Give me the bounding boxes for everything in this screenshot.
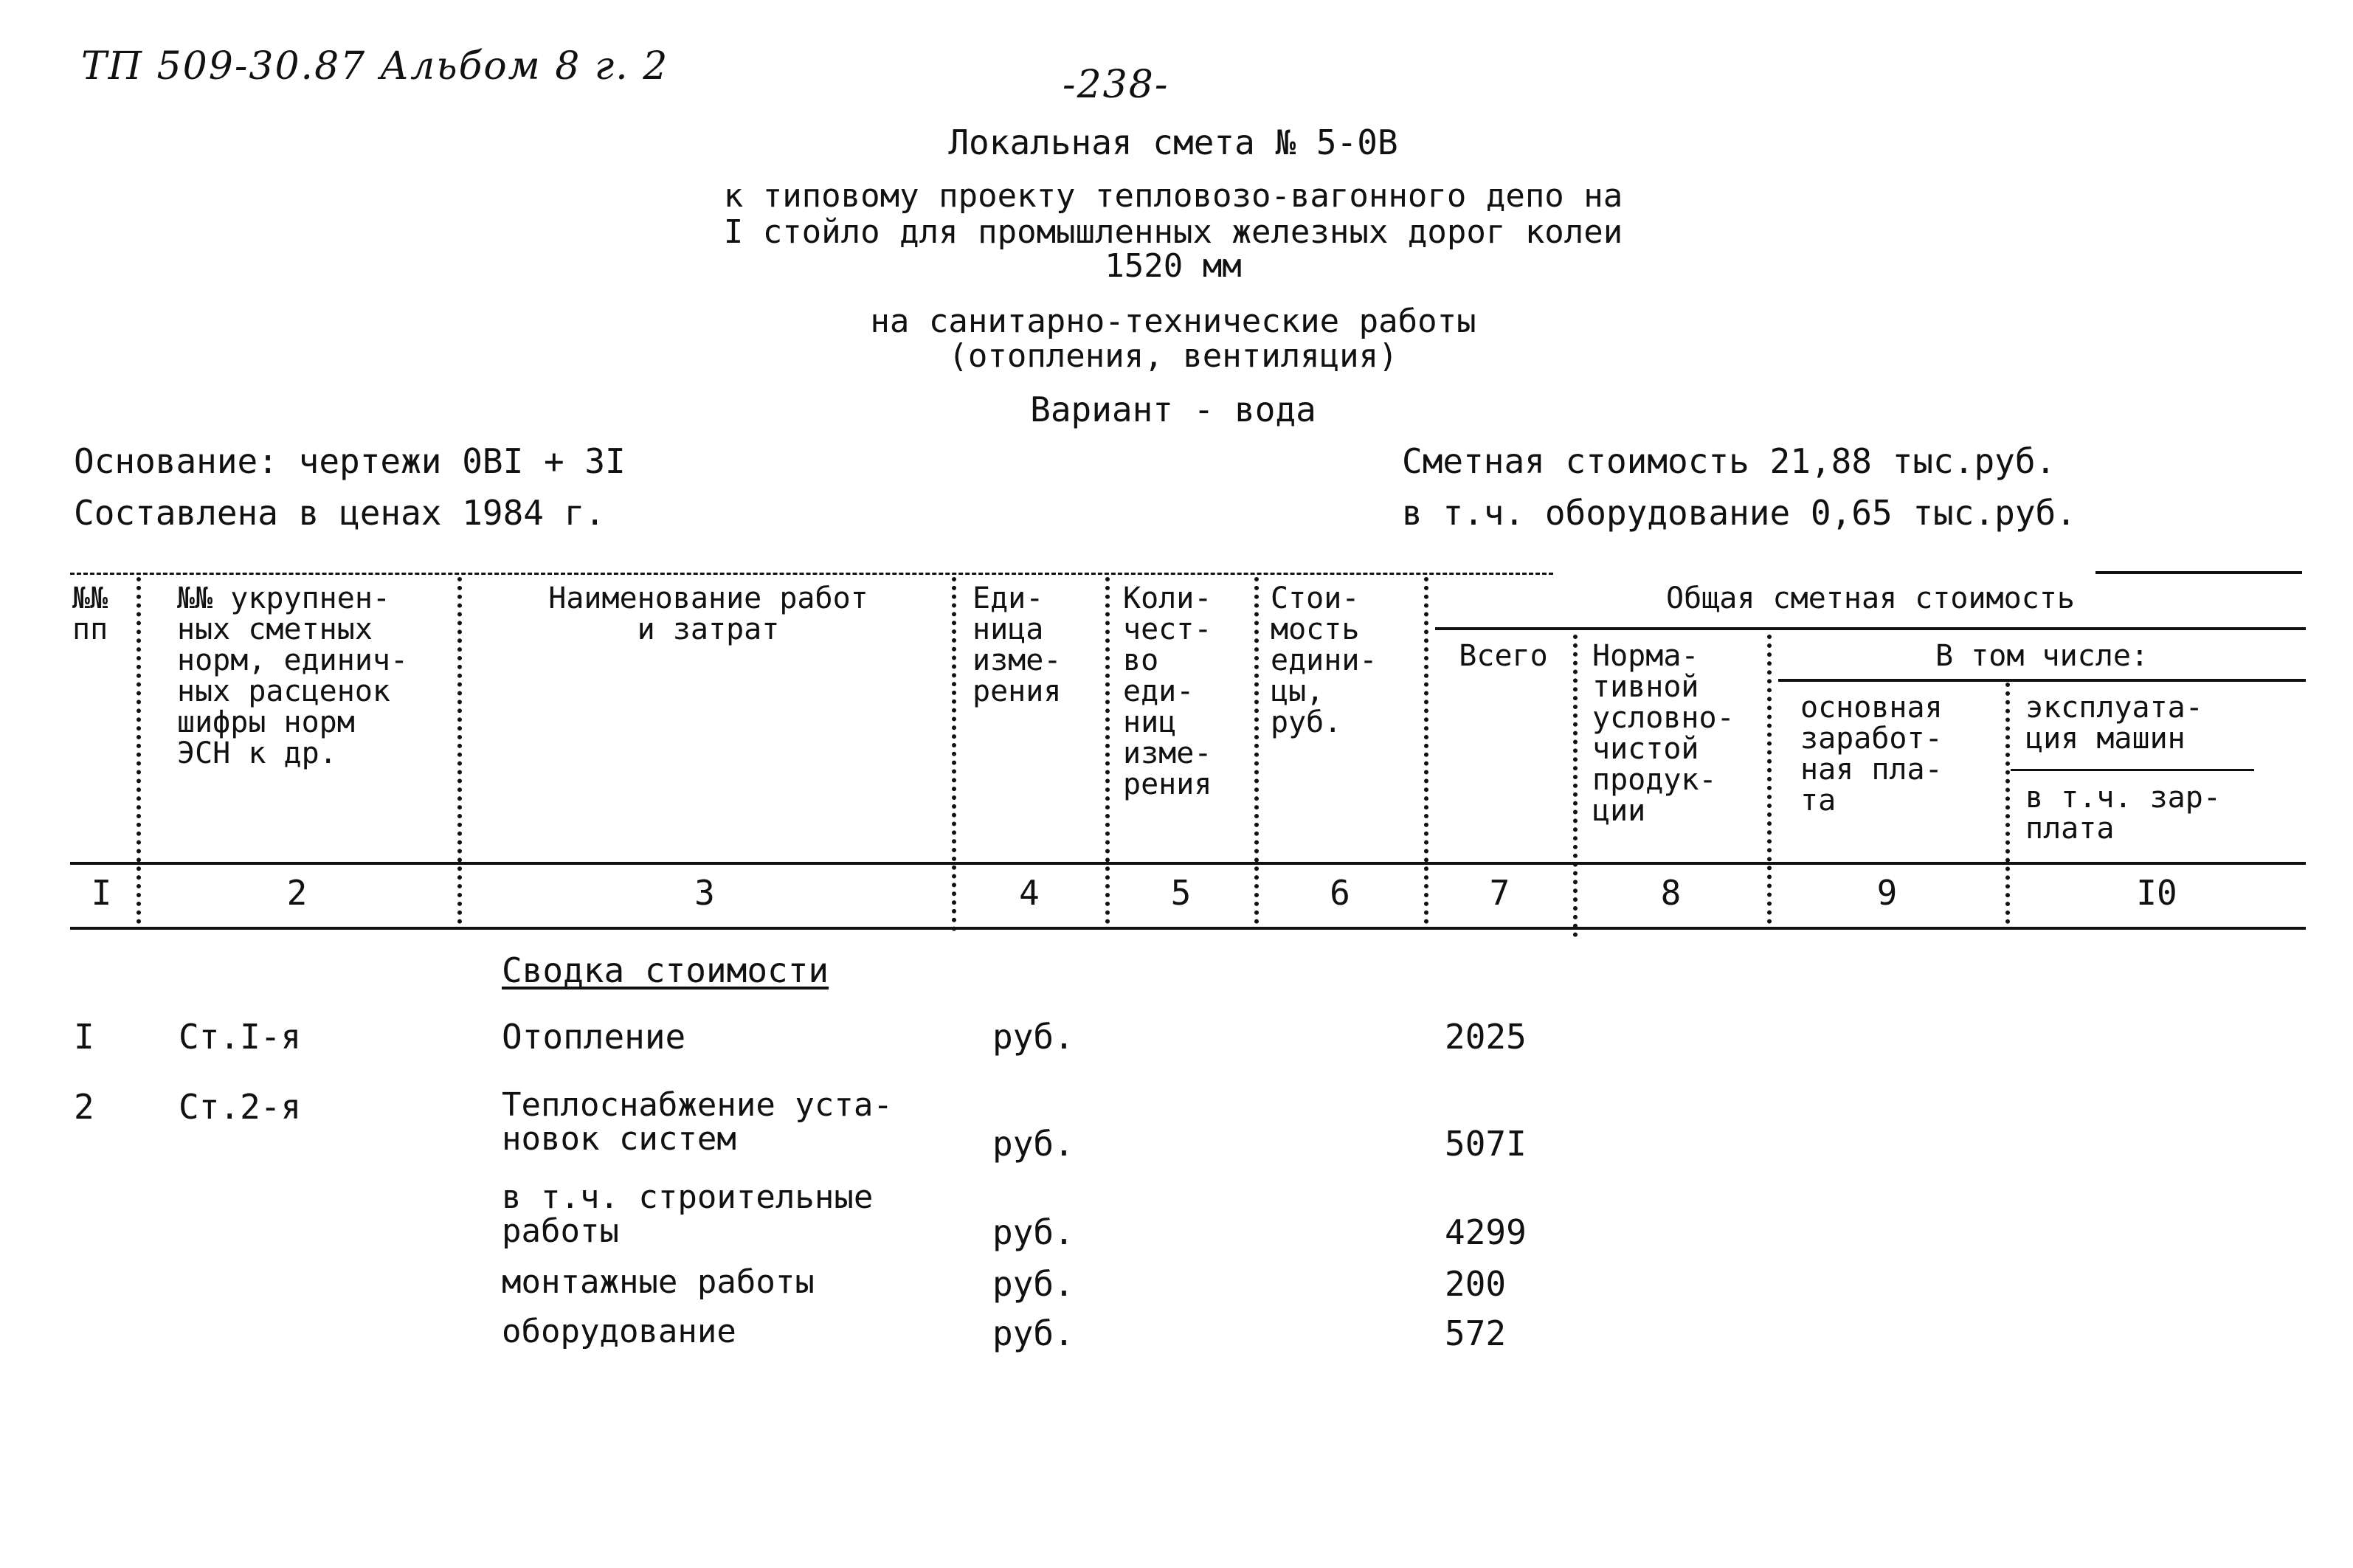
row-3-total: 4299: [1445, 1212, 1527, 1252]
header-group-total: Общая сметная стоимость: [1666, 581, 2075, 615]
machines-underline: [2011, 769, 2254, 771]
colnum-4: 4: [1019, 873, 1040, 913]
row-1-total: 2025: [1445, 1017, 1527, 1057]
row-1-num: I: [74, 1017, 94, 1057]
row-5-total: 572: [1445, 1313, 1507, 1353]
col-sep-2: [457, 577, 462, 924]
price-level: Составлена в ценах 1984 г.: [74, 493, 606, 533]
row-5-name: оборудование: [502, 1313, 736, 1350]
row-2-num: 2: [74, 1087, 94, 1127]
subtitle-line-2: I стойло для промышленных железных дорог колеи: [723, 213, 1623, 251]
header-text: заработ-: [1800, 722, 1943, 756]
equipment-cost: в т.ч. оборудование 0,65 тыс.руб.: [1402, 493, 2076, 533]
header-col7: Всего: [1459, 639, 1548, 673]
header-text: плата: [2025, 812, 2115, 846]
header-text: эксплуата-: [2025, 691, 2203, 725]
header-text: продук-: [1592, 763, 1717, 797]
subgroup-underline: [1778, 679, 2306, 682]
header-text: мость: [1271, 612, 1360, 646]
col-sep-4: [1105, 577, 1110, 924]
colnum-6: 6: [1330, 873, 1350, 913]
header-col4: [972, 583, 1061, 707]
header-top-line-right: [2095, 571, 2302, 574]
row-5-unit: руб.: [992, 1313, 1074, 1353]
header-text: №№ укрупнен-: [177, 581, 390, 615]
colnum-1: I: [91, 873, 112, 913]
row-2-code: Ст.2-я: [179, 1087, 302, 1127]
header-text: и затрат: [637, 612, 780, 646]
row-2-name: [502, 1088, 893, 1156]
header-text: шифры норм: [177, 705, 355, 739]
subtitle-line-1: к типовому проекту тепловозо-вагонного депо на: [723, 177, 1623, 215]
header-text: ция машин: [2025, 722, 2186, 756]
page-number: -238-: [1063, 63, 1169, 107]
header-text: ных расценок: [177, 674, 390, 708]
header-col8: [1592, 640, 1735, 826]
section-title: Сводка стоимости: [502, 950, 829, 990]
header-text: в т.ч. зар-: [2025, 781, 2221, 815]
header-text: рения: [972, 674, 1062, 708]
header-text: пп: [72, 612, 108, 646]
header-col6: [1271, 583, 1378, 738]
header-bottom-line: [70, 862, 2306, 865]
header-text: ных сметных: [177, 612, 373, 646]
col-sep-1: [137, 577, 141, 924]
colnum-5: 5: [1170, 873, 1192, 913]
header-text: цы,: [1271, 674, 1324, 708]
header-text: Наименование работ: [548, 581, 868, 615]
document-title: Локальная смета № 5-0В: [948, 122, 1398, 162]
header-text: ная пла-: [1800, 753, 1943, 787]
header-text: еди-: [1123, 674, 1195, 708]
header-text: основная: [1800, 691, 1943, 725]
header-text: Стои-: [1271, 581, 1360, 615]
col-sep-5: [1254, 577, 1259, 924]
header-top-line: [70, 573, 1553, 575]
estimated-cost: Сметная стоимость 21,88 тыс.руб.: [1402, 441, 2056, 481]
header-col5: [1123, 583, 1212, 800]
col-sep-6: [1424, 577, 1428, 924]
handwritten-reference: ТП 509-30.87 Альбом 8 г. 2: [81, 44, 669, 89]
header-text: та: [1800, 784, 1837, 818]
group-underline: [1435, 627, 2306, 630]
header-text: руб.: [1271, 705, 1342, 739]
header-col9: [1800, 692, 1943, 816]
header-text: Еди-: [972, 581, 1044, 615]
row-4-unit: руб.: [992, 1264, 1074, 1304]
row-2-name-line: Теплоснабжение уста-: [502, 1086, 893, 1124]
header-text: ница: [972, 612, 1044, 646]
row-3-name-line: работы: [502, 1212, 619, 1250]
row-1-unit: руб.: [992, 1017, 1074, 1057]
variant: Вариант - вода: [1030, 390, 1316, 429]
header-text: Норма-: [1592, 639, 1699, 673]
header-col10b: [2025, 782, 2221, 844]
header-text: №№: [72, 581, 108, 615]
basis-drawings: Основание: чертежи 0ВI + 3I: [74, 441, 626, 481]
row-3-unit: руб.: [992, 1212, 1074, 1252]
header-text: чистой: [1592, 732, 1699, 766]
work-type-line-1: на санитарно-технические работы: [870, 303, 1476, 340]
header-col3: [472, 583, 944, 645]
row-1-code: Ст.I-я: [179, 1017, 302, 1057]
header-text: ции: [1592, 794, 1646, 828]
header-text: ЭСН к др.: [177, 736, 337, 770]
row-3-name-line: в т.ч. строительные: [502, 1178, 874, 1216]
row-3-name: [502, 1178, 874, 1250]
row-4-name: монтажные работы: [502, 1263, 815, 1301]
colnum-7: 7: [1489, 873, 1510, 913]
row-2-total: 507I: [1445, 1124, 1527, 1164]
header-text: чест-: [1123, 612, 1212, 646]
colnum-bottom-line: [70, 927, 2306, 930]
work-type-line-2: (отопления, вентиляция): [948, 337, 1398, 375]
header-text: изме-: [972, 643, 1062, 677]
header-col10a: [2025, 692, 2203, 754]
row-4-total: 200: [1445, 1264, 1507, 1304]
header-text: во: [1123, 643, 1159, 677]
row-1-name: Отопление: [502, 1017, 686, 1057]
header-text: рения: [1123, 767, 1212, 801]
colnum-2: 2: [286, 873, 308, 913]
colnum-9: 9: [1876, 873, 1898, 913]
colnum-3: 3: [694, 873, 715, 913]
header-text: изме-: [1123, 736, 1212, 770]
header-text: едини-: [1271, 643, 1378, 677]
header-subgroup: В том числе:: [1935, 639, 2149, 673]
header-text: ниц: [1123, 705, 1177, 739]
subtitle-line-3: 1520 мм: [1105, 247, 1242, 285]
header-col2: [177, 583, 408, 769]
header-text: тивной: [1592, 670, 1699, 704]
header-text: Коли-: [1123, 581, 1212, 615]
colnum-10: I0: [2136, 873, 2177, 913]
colnum-8: 8: [1660, 873, 1682, 913]
header-col1: [72, 583, 108, 645]
row-2-name-line: новок систем: [502, 1120, 736, 1158]
header-text: условно-: [1592, 701, 1735, 735]
header-text: норм, единич-: [177, 643, 409, 677]
row-2-unit: руб.: [992, 1124, 1074, 1164]
